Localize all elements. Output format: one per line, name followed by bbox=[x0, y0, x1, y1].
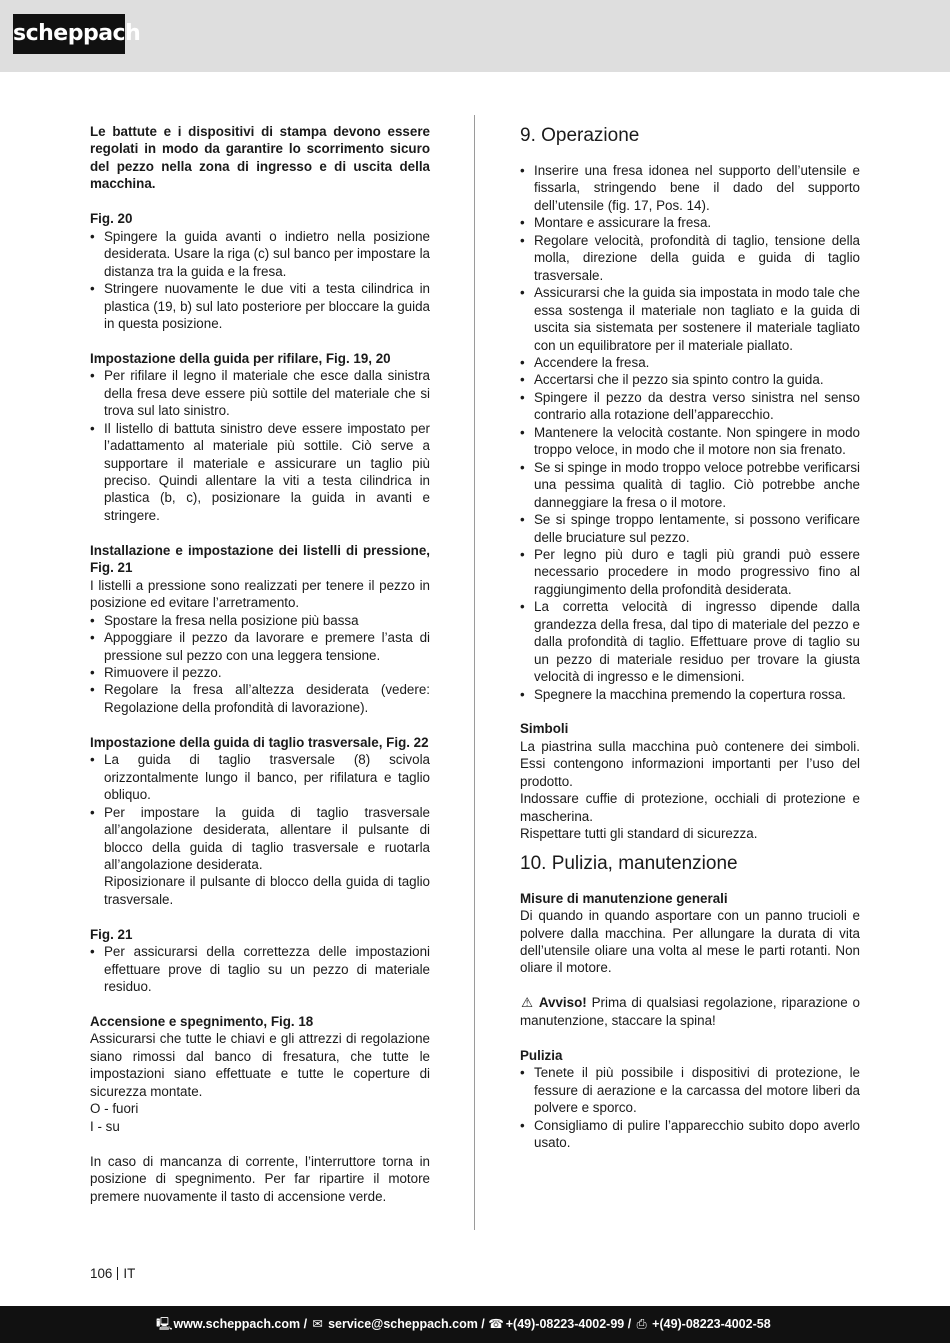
list-item: • Spegnere la macchina premendo la copertura rossa. bbox=[520, 686, 860, 703]
simboli-line: Indossare cuffie di protezione, occhiali di protezione e mascherina. bbox=[520, 791, 860, 824]
rifilare-list bbox=[90, 367, 430, 524]
list-item: • Per rifilare il legno il materiale che esce dalla sinistra della fresa deve essere più sottile del materiale che si trova sul lato sinistro. bbox=[90, 367, 430, 419]
fig21-heading: Fig. 21 bbox=[90, 926, 133, 942]
list-item: • La guida di taglio trasversale (8) scivola orizzontalmente lungo il banco, per rifilatura e taglio obliquo. bbox=[90, 751, 430, 803]
list-item: • Inserire una fresa idonea nel supporto dell’utensile e fissarla, stringendo bene il dado del supporto dell’utensile (fig. 17, Pos. 14). bbox=[520, 162, 860, 214]
list-item: • Montare e assicurare la fresa. bbox=[520, 214, 860, 231]
list-item: • Rimuovere il pezzo. bbox=[90, 664, 430, 681]
right-column bbox=[520, 123, 860, 1151]
trasversale-heading: Impostazione della guida di taglio trasversale, Fig. 22 bbox=[90, 734, 429, 750]
header-bar bbox=[0, 0, 950, 72]
page-number bbox=[90, 1266, 135, 1281]
trasversale-continuation: Riposizionare il pulsante di blocco della guida di taglio trasversale. bbox=[104, 874, 430, 907]
footer-email-link[interactable]: service@scheppach.com / bbox=[328, 1317, 485, 1331]
list-item: • Spingere la guida avanti o indietro nella posizione desiderata. Usare la riga (c) sul banco per impostare la distanza tra la guida e la fresa. bbox=[90, 228, 430, 280]
list-item: • Regolare la fresa all’altezza desiderata (vedere: Regolazione della profondità di lavorazione). bbox=[90, 681, 430, 716]
simboli-line: Rispettare tutti gli standard di sicurezza. bbox=[520, 826, 758, 842]
fax-icon: ⎙ bbox=[636, 1317, 647, 1331]
section9-heading: 9. Operazione bbox=[520, 125, 640, 146]
list-item: • Mantenere la velocità costante. Non spingere in modo troppo veloce, in modo che il motore non sia frenato. bbox=[520, 424, 860, 459]
email-icon: ✉ bbox=[312, 1317, 323, 1331]
accensione-text: Assicurarsi che tutte le chiavi e gli attrezzi di regolazione siano rimossi dal banco di fresatura, che tutte le impostazioni siano effettuate e tutte le coperture di sicurezza montate. bbox=[90, 1031, 430, 1099]
list-item: • Tenete il più possibile i dispositivi di protezione, le fessure di aerazione e la carcassa del motore liberi da polvere e sporco. bbox=[520, 1064, 860, 1116]
warning-text: Prima di qualsiasi regolazione, riparazione o manutenzione, staccare la spina! bbox=[520, 995, 860, 1028]
trasversale-list bbox=[90, 751, 430, 873]
list-item: • Se si spinge in modo troppo veloce potrebbe verificarsi una pessima qualità di taglio. Ciò potrebbe anche danneggiare la fresa o il motore. bbox=[520, 459, 860, 511]
list-item: • Per assicurarsi della correttezza delle impostazioni effettuare prove di taglio su un pezzo di materiale residuo. bbox=[90, 943, 430, 995]
computer-icon: 🖳 bbox=[156, 1317, 173, 1331]
list-item: • Se si spinge troppo lentamente, si possono verificare delle bruciature sul pezzo. bbox=[520, 511, 860, 546]
list-item: • Appoggiare il pezzo da lavorare e premere l’asta di pressione sul pezzo con una leggera tensione. bbox=[90, 629, 430, 664]
fig20-list bbox=[90, 228, 430, 333]
list-item: • Spingere il pezzo da destra verso sinistra nel senso contrario alla rotazione dell’apparecchio. bbox=[520, 389, 860, 424]
list-item: • Per legno più duro e tagli più grandi può essere necessario procedere in modo progressivo fino al raggiungimento della profondità desiderata. bbox=[520, 546, 860, 598]
footer-web-link[interactable]: www.scheppach.com / bbox=[173, 1317, 308, 1331]
switch-off-label: O - fuori bbox=[90, 1101, 139, 1117]
pulizia-heading: Pulizia bbox=[520, 1047, 563, 1063]
simboli-line: La piastrina sulla macchina può contenere dei simboli. Essi contengono informazioni importanti per l’uso del prodotto. bbox=[520, 738, 860, 789]
list-item: • La corretta velocità di ingresso dipende dalla grandezza della fresa, dal tipo di materiale del pezzo e dalla profondità di taglio. Effettuare prove di taglio su un pezzo di materiale residuo per trovare la giusta velocità di ingresso e le dimensioni. bbox=[520, 598, 860, 685]
list-item: • Spostare la fresa nella posizione più bassa bbox=[90, 612, 430, 629]
phone-icon: ☎ bbox=[488, 1317, 504, 1331]
footer-bar bbox=[0, 1306, 950, 1343]
pulizia-list bbox=[520, 1064, 860, 1151]
listelli-list bbox=[90, 612, 430, 717]
simboli-heading: Simboli bbox=[520, 721, 569, 737]
page-number-value: 106 bbox=[90, 1266, 113, 1281]
operazione-list bbox=[520, 162, 860, 703]
switch-on-label: I - su bbox=[90, 1118, 120, 1134]
left-column bbox=[90, 123, 430, 1205]
rifilare-heading: Impostazione della guida per rifilare, Fig. 19, 20 bbox=[90, 350, 391, 366]
list-item: • Accertarsi che il pezzo sia spinto contro la guida. bbox=[520, 371, 860, 388]
listelli-text: I listelli a pressione sono realizzati per tenere il pezzo in posizione ed evitare l’arretramento. bbox=[90, 577, 430, 611]
list-item: • Consigliamo di pulire l’apparecchio subito dopo averlo usato. bbox=[520, 1117, 860, 1152]
brand-logo: scheppach bbox=[13, 14, 125, 54]
footer-phone: +(49)-08223-4002-99 / bbox=[505, 1317, 632, 1331]
list-item: • Assicurarsi che la guida sia impostata in modo tale che essa sostenga il materiale non tagliato e la guida di uscita sia sistemata per sostenere il materiale tagliato con un equilibratore per il materiale piallato. bbox=[520, 284, 860, 354]
page-language: IT bbox=[123, 1266, 136, 1281]
footer-fax: +(49)-08223-4002-58 bbox=[652, 1317, 771, 1331]
accensione-text2: In caso di mancanza di corrente, l’interruttore torna in posizione di spegnimento. Per far ripartire il motore premere nuovamente il tasto di accensione verde. bbox=[90, 1153, 430, 1204]
accensione-heading: Accensione e spegnimento, Fig. 18 bbox=[90, 1014, 314, 1030]
listelli-heading: Installazione e impostazione dei listelli di pressione, Fig. 21 bbox=[90, 542, 430, 576]
list-item: • Il listello di battuta sinistro deve essere impostato per l’adattamento al materiale più sottile. Ciò serve a supportare il materiale e assicurare un taglio più preciso. Quindi allentare la viti a testa cilindrica in plastica (b, c), posizionare la guida in avanti e stringere. bbox=[90, 420, 430, 525]
section10-heading: 10. Pulizia, manutenzione bbox=[520, 852, 738, 874]
column-divider bbox=[474, 115, 475, 1230]
misure-heading: Misure di manutenzione generali bbox=[520, 890, 728, 906]
fig20-heading: Fig. 20 bbox=[90, 211, 133, 227]
list-item: • Regolare velocità, profondità di taglio, tensione della molla, direzione della guida e guida di taglio trasversale. bbox=[520, 232, 860, 284]
fig21-list bbox=[90, 943, 430, 995]
list-item: • Accendere la fresa. bbox=[520, 354, 860, 371]
misure-text: Di quando in quando asportare con un panno trucioli e polvere dalla macchina. Per allungare la durata di vita dell’utensile oliare una volta al mese le parti rotanti. Non oliare il motore. bbox=[520, 908, 860, 976]
list-item: • Stringere nuovamente le due viti a testa cilindrica in plastica (19, b) sul lato posteriore per bloccare la guida in questa posizione. bbox=[90, 280, 430, 332]
warning-paragraph bbox=[520, 994, 860, 1029]
intro-paragraph: Le battute e i dispositivi di stampa devono essere regolati in modo da garantire lo scorrimento sicuro del pezzo nella zona di ingresso e di uscita della macchina. bbox=[90, 124, 430, 192]
warning-label: Avviso! bbox=[538, 995, 587, 1011]
list-item: • Per impostare la guida di taglio trasversale all’angolazione desiderata, allentare il pulsante di blocco della guida di taglio trasversale e ruotarla all’angolazione desiderata. bbox=[90, 804, 430, 874]
warning-icon: ⚠ bbox=[520, 995, 533, 1011]
